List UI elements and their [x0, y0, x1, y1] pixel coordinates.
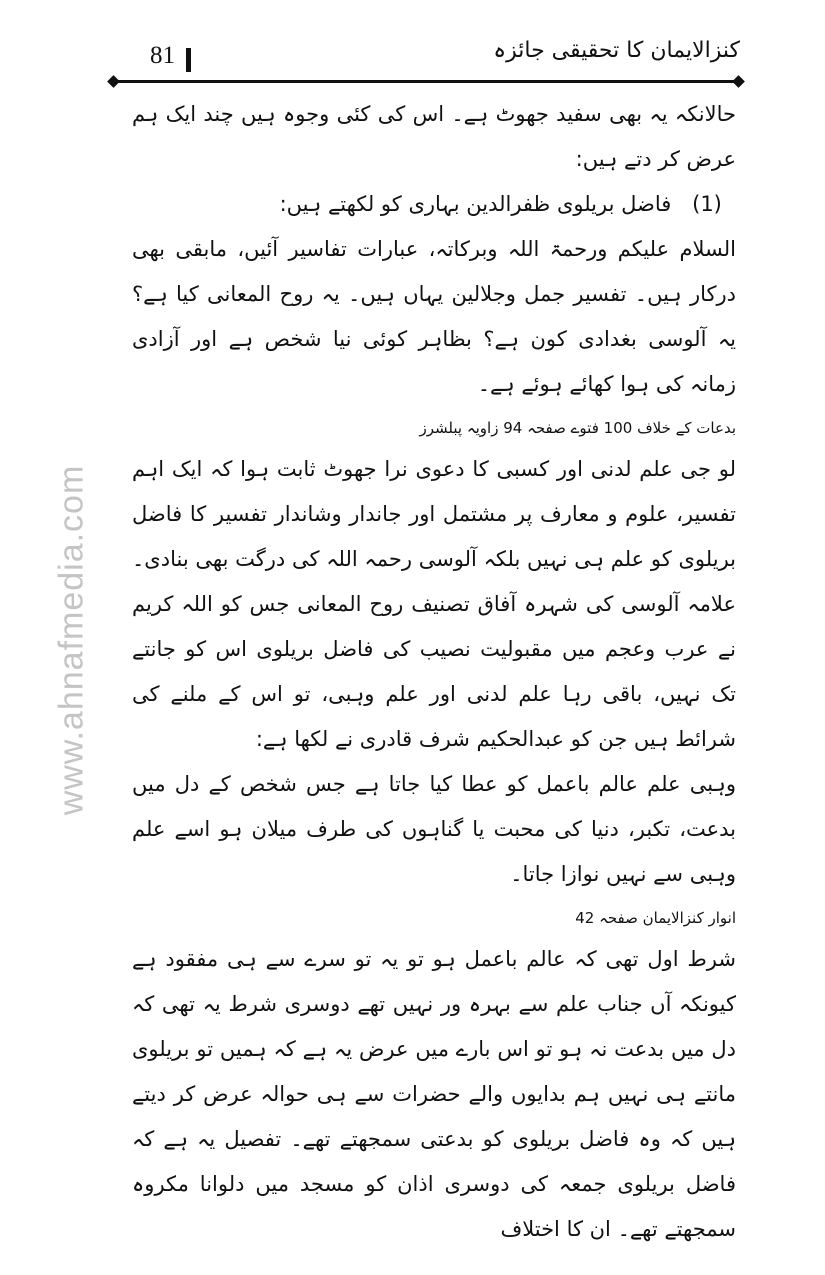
- citation-2: انوار کنزالایمان صفحہ 42: [575, 909, 736, 927]
- numbered-item-1: [132, 182, 736, 227]
- page-body: [132, 92, 736, 1252]
- page-header: [112, 36, 740, 80]
- paragraph-conclusion: شرط اول تھی کہ عالم باعمل ہو تو یہ تو سرے سے ہی مفقود ہے کیونکہ آں جناب علم سے بہرہ ور نہیں تھے دوسری شرط یہ تھی کہ دل میں بدعت نہ ہو تو اس بارے میں عرض یہ ہے کہ ہمیں تو بریلوی مانتے ہی نہیں ہم بدایوں والے حضرات سے ہی حوالہ عرض کر دیتے ہیں کہ وہ فاضل بریلوی کو بدعتی سمجھتے تھے۔ تفصیل یہ ہے کہ فاضل بریلوی جمعہ کی دوسری اذان کو مسجد میں دلوانا مکروہ سمجھتے تھے۔ ان کا اختلاف: [132, 947, 736, 1241]
- item-text: فاضل بریلوی ظفرالدین بہاری کو لکھتے ہیں:: [279, 192, 672, 216]
- watermark: www.ahnafmedia.com: [52, 464, 91, 816]
- running-title: کنزالایمان کا تحقیقی جائزہ: [493, 38, 740, 63]
- header-rule: [112, 80, 740, 83]
- page-number: 81: [150, 42, 175, 69]
- quote-conditions: وہبی علم عالم باعمل کو عطا کیا جاتا ہے جس شخص کے دل میں بدعت، تکبر، دنیا کی محبت یا گناہوں کی طرف میلان ہو اسے علم وہبی سے نہیں نوازا جاتا۔: [132, 772, 736, 886]
- quote-letter: السلام علیکم ورحمۃ اللہ وبرکاتہ، عبارات تفاسیر آئیں، مابقی بھی درکار ہیں۔ تفسیر جمل وجلالین یہاں ہیں۔ یہ روح المعانی کیا ہے؟ یہ آلوسی بغدادی کون ہے؟ بظاہر کوئی نیا شخص ہے اور آزادی زمانہ کی ہوا کھائے ہوئے ہے۔: [132, 237, 736, 396]
- page-number-bar: [186, 48, 191, 72]
- paragraph-argument: لو جی علم لدنی اور کسبی کا دعوی نرا جھوٹ ثابت ہوا کہ ایک اہم تفسیر، علوم و معارف پر مشتمل اور جاندار وشاندار تفسیر کا فاضل بریلوی کو علم ہی نہیں بلکہ آلوسی رحمہ اللہ کی درگت بھی بنادی۔ علامہ آلوسی کی شہرہ آفاق تصنیف روح المعانی جس کو اللہ کریم نے عرب وعجم میں مقبولیت نصیب کی فاضل بریلوی اس کو جانتے تک نہیں، باقی رہا علم لدنی اور علم وہبی، تو اس کے ملنے کی شرائط ہیں جن کو عبدالحکیم شرف قادری نے لکھا ہے:: [132, 457, 736, 751]
- paragraph-intro: حالانکہ یہ بھی سفید جھوٹ ہے۔ اس کی کئی وجوہ ہیں چند ایک ہم عرض کر دتے ہیں:: [132, 102, 736, 171]
- item-number: (1): [692, 192, 722, 216]
- citation-1: بدعات کے خلاف 100 فتوے صفحہ 94 زاویہ پبلشرز: [419, 419, 736, 437]
